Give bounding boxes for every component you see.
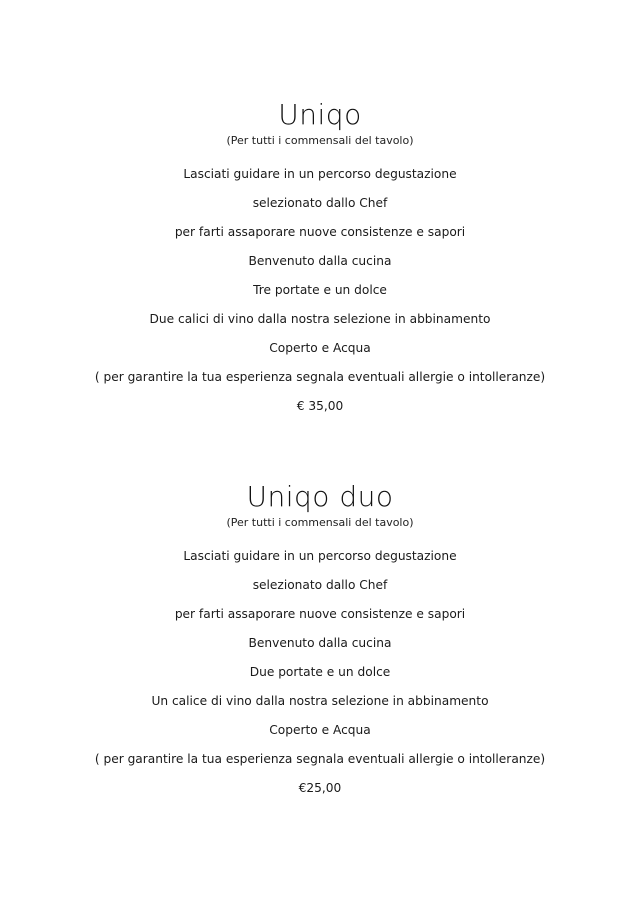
menu-section-uniqo (0, 96, 640, 421)
menu-title: Uniqo (278, 98, 362, 131)
allergy-notice: ( per garantire la tua esperienza segnala eventuali allergie o intolleranze) (94, 370, 546, 384)
menu-description-line: selezionato dallo Chef (252, 578, 388, 592)
menu-description-line: per farti assaporare nuove consistenze e sapori (174, 225, 466, 239)
menu-description-line: per farti assaporare nuove consistenze e sapori (174, 607, 466, 621)
menu-description-line: selezionato dallo Chef (252, 196, 388, 210)
menu-subtitle: (Per tutti i commensali del tavolo) (226, 134, 414, 147)
menu-price: € 35,00 (296, 399, 344, 413)
menu-description-line: Benvenuto dalla cucina (248, 636, 392, 650)
menu-description-line: Coperto e Acqua (269, 723, 371, 737)
menu-description-line: Lasciati guidare in un percorso degustazione (183, 167, 457, 181)
menu-description-line: Tre portate e un dolce (253, 283, 387, 297)
menu-description-line: Due portate e un dolce (249, 665, 391, 679)
menu-description-line: Lasciati guidare in un percorso degustazione (183, 549, 457, 563)
menu-description-line: Benvenuto dalla cucina (248, 254, 392, 268)
menu-description-line: Due calici di vino dalla nostra selezione in abbinamento (149, 312, 491, 326)
menu-description-list (0, 160, 640, 421)
menu-section-uniqo-duo (0, 478, 640, 803)
menu-description-line: Un calice di vino dalla nostra selezione in abbinamento (151, 694, 489, 708)
menu-price: €25,00 (298, 781, 342, 795)
menu-subtitle: (Per tutti i commensali del tavolo) (226, 516, 414, 529)
menu-description-list (0, 542, 640, 803)
allergy-notice: ( per garantire la tua esperienza segnala eventuali allergie o intolleranze) (94, 752, 546, 766)
menu-title: Uniqo duo (246, 480, 394, 513)
menu-description-line: Coperto e Acqua (269, 341, 371, 355)
